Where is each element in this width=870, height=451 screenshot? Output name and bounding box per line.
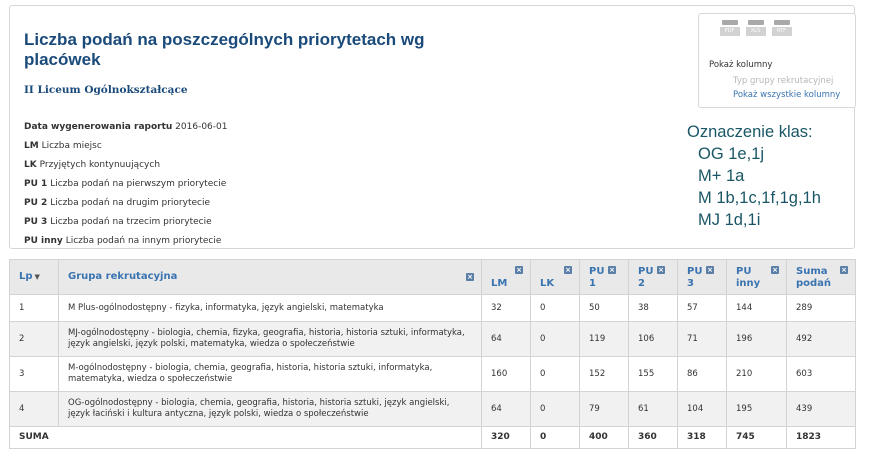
- table-row: [10, 357, 856, 392]
- cell-lm: 160: [482, 357, 531, 392]
- cell-group: MJ-ogólnodostępny - biologia, chemia, fizyka, geografia, historia, historia sztuki, informatyka, język angielski, język polski, matematyka, wiedza o społeczeństwie: [59, 322, 482, 357]
- close-icon[interactable]: ×: [609, 266, 615, 274]
- cell-lk: 0: [531, 392, 580, 427]
- cell-pu2: 38: [629, 295, 678, 322]
- column-header-suma[interactable]: Suma podań ×: [787, 260, 856, 295]
- column-header-pu2[interactable]: PU 2 ×: [629, 260, 678, 295]
- show-all-columns-link[interactable]: Pokaż wszystkie kolumny: [733, 90, 841, 100]
- export-icons: [719, 20, 792, 40]
- sum-puinny: 745: [727, 427, 787, 449]
- show-columns-label: Pokaż kolumny: [709, 60, 773, 70]
- column-header-lk[interactable]: LK ×: [531, 260, 580, 295]
- cell-pu1: 79: [580, 392, 629, 427]
- cell-pu1: 50: [580, 295, 629, 322]
- sum-pu3: 318: [678, 427, 727, 449]
- cell-pu1: 119: [580, 322, 629, 357]
- close-icon[interactable]: ×: [658, 266, 664, 274]
- info-lk: LK Przyjętych kontynuujących: [24, 160, 161, 170]
- info-generation-date: Data wygenerowania raportu 2016-06-01: [24, 122, 228, 132]
- column-options-box: [698, 13, 856, 108]
- cell-lp: 3: [10, 357, 59, 392]
- column-header-lm[interactable]: LM ×: [482, 260, 531, 295]
- sum-suma: 1823: [787, 427, 856, 449]
- column-option-group-type: Typ grupy rekrutacyjnej: [733, 76, 834, 86]
- table-row: [10, 295, 856, 322]
- legend-line-mplus: M+ 1a: [698, 167, 745, 185]
- sum-row: [10, 427, 856, 449]
- legend-line-og: OG 1e,1j: [698, 145, 765, 163]
- info-pu2: PU 2 Liczba podań na drugim priorytecie: [24, 198, 211, 208]
- info-pu1: PU 1 Liczba podań na pierwszym priorytecie: [24, 179, 227, 189]
- cell-puinny: 210: [727, 357, 787, 392]
- close-icon[interactable]: ×: [467, 273, 473, 281]
- cell-lm: 64: [482, 322, 531, 357]
- cell-suma: 492: [787, 322, 856, 357]
- table-row: [10, 322, 856, 357]
- sort-down-icon: ▼: [34, 273, 40, 281]
- cell-lk: 0: [531, 295, 580, 322]
- rtf-export-icon[interactable]: RTF: [771, 20, 792, 40]
- cell-lk: 0: [531, 322, 580, 357]
- cell-suma: 289: [787, 295, 856, 322]
- xls-export-icon[interactable]: XLS: [745, 20, 766, 40]
- cell-puinny: 144: [727, 295, 787, 322]
- school-name: II Liceum Ogólnokształcące: [24, 84, 188, 96]
- column-header-group[interactable]: Grupa rekrutacyjna ×: [59, 260, 482, 295]
- cell-puinny: 195: [727, 392, 787, 427]
- column-header-pu3[interactable]: PU 3 ×: [678, 260, 727, 295]
- pdf-export-icon[interactable]: PDF: [719, 20, 740, 40]
- cell-pu3: 86: [678, 357, 727, 392]
- column-header-lp[interactable]: Lp ▼: [10, 260, 59, 295]
- cell-lm: 32: [482, 295, 531, 322]
- close-icon[interactable]: ×: [772, 266, 778, 274]
- legend-title: Oznaczenie klas:: [687, 123, 813, 141]
- close-icon[interactable]: ×: [565, 266, 571, 274]
- cell-lp: 1: [10, 295, 59, 322]
- legend-line-m: M 1b,1c,1f,1g,1h: [698, 189, 821, 207]
- sum-lm: 320: [482, 427, 531, 449]
- class-legend: [687, 121, 821, 231]
- close-icon[interactable]: ×: [841, 266, 847, 274]
- applications-table: [9, 259, 856, 449]
- cell-pu3: 71: [678, 322, 727, 357]
- column-header-pu1[interactable]: PU 1 ×: [580, 260, 629, 295]
- cell-group: M-ogólnodostępny - biologia, chemia, geografia, historia, historia sztuki, informatyka, matematyka, wiedza o społeczeństwie: [59, 357, 482, 392]
- legend-line-mj: MJ 1d,1i: [698, 211, 761, 229]
- sum-label: SUMA: [10, 427, 482, 449]
- info-pu3: PU 3 Liczba podań na trzecim priorytecie: [24, 217, 212, 227]
- cell-pu2: 61: [629, 392, 678, 427]
- cell-pu2: 106: [629, 322, 678, 357]
- cell-lp: 4: [10, 392, 59, 427]
- column-header-puinny[interactable]: PU inny ×: [727, 260, 787, 295]
- close-icon[interactable]: ×: [516, 266, 522, 274]
- close-icon[interactable]: ×: [707, 266, 713, 274]
- info-puinny: PU inny Liczba podań na innym priorytecie: [24, 236, 222, 246]
- cell-pu2: 155: [629, 357, 678, 392]
- cell-suma: 603: [787, 357, 856, 392]
- cell-lp: 2: [10, 322, 59, 357]
- cell-lk: 0: [531, 357, 580, 392]
- report-title: Liczba podań na poszczególnych priorytetach wg placówek: [24, 30, 425, 69]
- cell-suma: 439: [787, 392, 856, 427]
- report-info-list: [24, 118, 227, 251]
- cell-lm: 64: [482, 392, 531, 427]
- cell-pu1: 152: [580, 357, 629, 392]
- cell-group: OG-ogólnodostępny - biologia, chemia, geografia, historia, historia sztuki, język angielski, język łaciński i kultura antyczna, język polski, wiedza o społeczeństwie: [59, 392, 482, 427]
- table-header-row: [10, 260, 856, 295]
- table-row: [10, 392, 856, 427]
- sum-pu1: 400: [580, 427, 629, 449]
- cell-puinny: 196: [727, 322, 787, 357]
- sum-lk: 0: [531, 427, 580, 449]
- cell-pu3: 57: [678, 295, 727, 322]
- cell-group: M Plus-ogólnodostępny - fizyka, informatyka, język angielski, matematyka: [59, 295, 482, 322]
- sum-pu2: 360: [629, 427, 678, 449]
- cell-pu3: 104: [678, 392, 727, 427]
- info-lm: LM Liczba miejsc: [24, 141, 102, 151]
